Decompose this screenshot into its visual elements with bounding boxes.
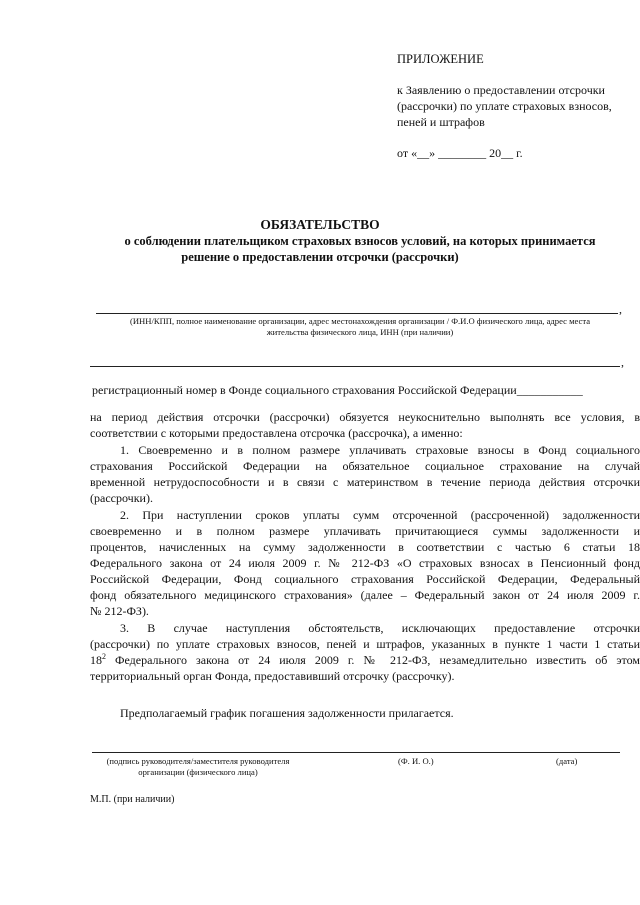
identity-caption-line-1: (ИНН/КПП, полное наименование организации, адрес местонахождения организации / Ф.И.О физического лица, адрес места xyxy=(129,316,591,326)
signature-caption-line-2: организации (физического лица) xyxy=(138,767,258,777)
item-2-line-3: процентов, начисленных на сумму задолженности в соответствии с частью 6 статьи 18 xyxy=(90,540,640,554)
item-3-article-number: 18 xyxy=(90,653,102,667)
appendix-ref-line-3: пеней и штрафов xyxy=(397,115,485,129)
date-caption: (дата) xyxy=(556,756,578,766)
item-2-line-7: № 212-ФЗ). xyxy=(90,604,149,618)
appendix-date-line: от «__» ________ 20__ г. xyxy=(397,146,523,160)
item-3-line-2: (рассрочки) по уплате страховых взносов, пеней и штрафов, указанных в пункте 1 части 1 статьи xyxy=(90,637,640,651)
item-3-line-3-text: Федерального закона от 24 июля 2009 г. № 212-ФЗ, незамедлительно известить об этом xyxy=(106,653,640,667)
identity-fill-line-2 xyxy=(90,366,620,367)
item-1-line-4: (рассрочки). xyxy=(90,491,153,505)
signature-fill-line xyxy=(92,752,620,753)
item-2-line-2: своевременно и в полном размере уплачивать причитающиеся суммы задолженности и xyxy=(90,524,640,538)
item-2-line-6: фонд обязательного медицинского страхования» (далее – Федеральный закон от 24 июля 2009 г. xyxy=(90,588,640,602)
identity-comma-1: , xyxy=(619,302,622,316)
schedule-note: Предполагаемый график погашения задолженности прилагается. xyxy=(120,706,454,720)
identity-fill-line-1 xyxy=(96,313,618,314)
document-subtitle-line-2: решение о предоставлении отсрочки (рассрочки) xyxy=(181,250,459,264)
item-3-line-1: 3. В случае наступления обстоятельств, исключающих предоставление отсрочки xyxy=(120,621,640,635)
item-1-line-3: временной нетрудоспособности и в связи с материнством в течение периода действия отсрочки xyxy=(90,475,640,489)
item-3-line-3 xyxy=(90,653,640,669)
identity-comma-2: , xyxy=(621,355,624,369)
item-2-line-4: Федерального закона от 24 июля 2009 г. № 212-ФЗ «О страховых взносах в Пенсионный фонд xyxy=(90,556,640,570)
item-2-line-5: Российской Федерации, Фонд социального страхования Российской Федерации, Федеральный xyxy=(90,572,640,586)
fio-caption: (Ф. И. О.) xyxy=(398,756,434,766)
document-subtitle-line-1: о соблюдении плательщиком страховых взносов условий, на которых принимается xyxy=(124,234,596,248)
item-3-line-4: территориальный орган Фонда, предоставивший отсрочку (рассрочку). xyxy=(90,669,455,683)
appendix-label: ПРИЛОЖЕНИЕ xyxy=(397,52,484,66)
appendix-ref-line-2: (рассрочки) по уплате страховых взносов, xyxy=(397,99,612,113)
signature-caption-line-1: (подпись руководителя/заместителя руководителя xyxy=(106,756,290,766)
intro-line-2: соответствии с которыми предоставлена отсрочка (рассрочка), а именно: xyxy=(90,426,463,440)
identity-caption-line-2: жительства физического лица, ИНН (при наличии) xyxy=(266,327,454,337)
stamp-place-label: М.П. (при наличии) xyxy=(90,794,175,805)
item-1-line-1: 1. Своевременно и в полном размере уплачивать страховые взносы в Фонд социального xyxy=(120,443,640,457)
appendix-ref-line-1: к Заявлению о предоставлении отсрочки xyxy=(397,83,605,97)
item-3-article-superscript: 2 xyxy=(102,652,106,661)
item-2-line-1: 2. При наступлении сроков уплаты сумм отсроченной (рассроченной) задолженности xyxy=(120,508,640,522)
intro-line-1: на период действия отсрочки (рассрочки) обязуется неукоснительно выполнять все условия, в xyxy=(90,410,640,424)
item-1-line-2: страхования Российской Федерации на обязательное социальное страхование на случай xyxy=(90,459,640,473)
document-title: ОБЯЗАТЕЛЬСТВО xyxy=(260,217,380,232)
registration-number-line: регистрационный номер в Фонде социального страхования Российской Федерации___________ xyxy=(92,383,583,397)
